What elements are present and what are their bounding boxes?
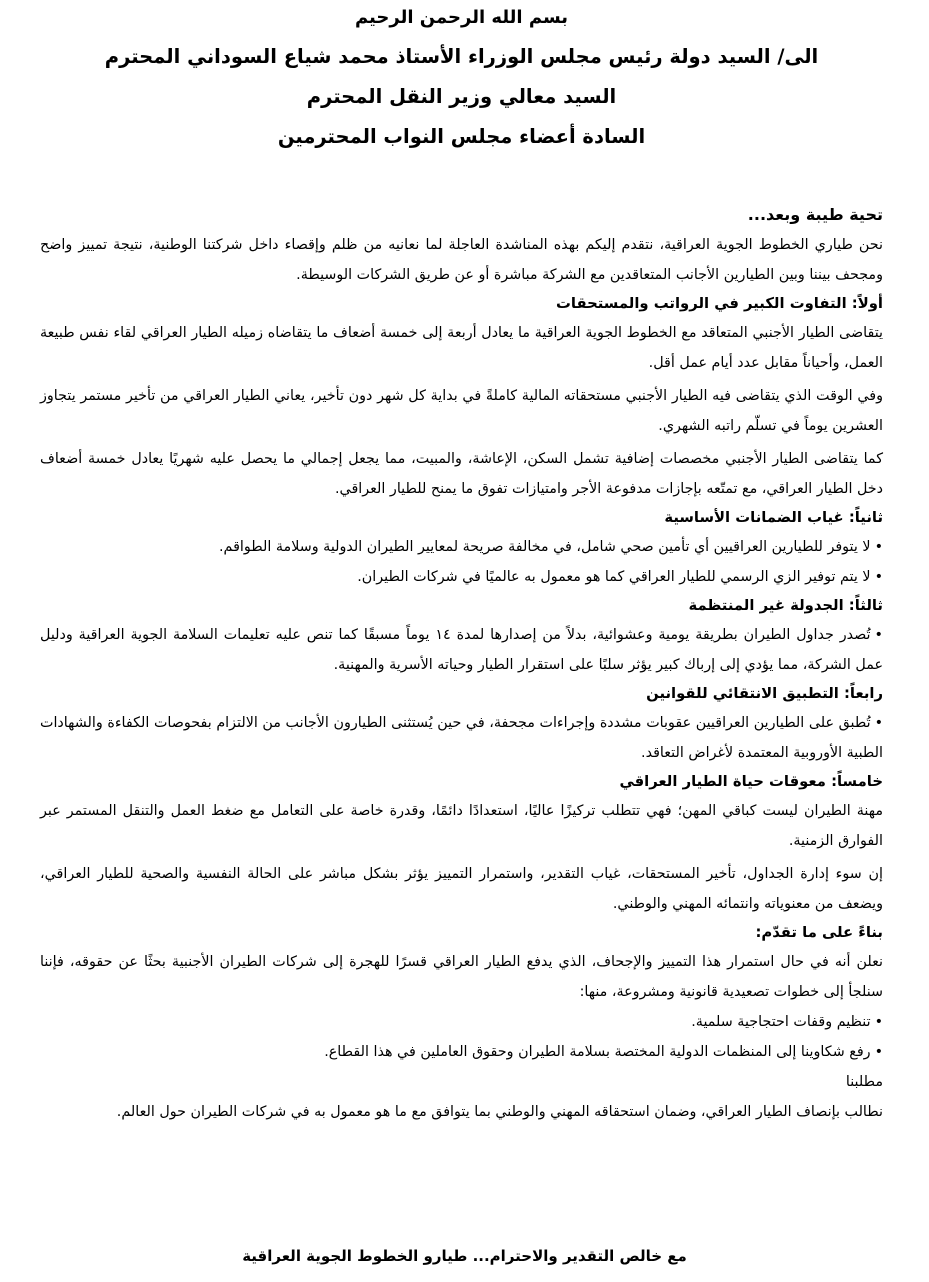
addressee-transport-minister: السيد معالي وزير النقل المحترم (306, 85, 617, 108)
bullet-icon: • (874, 627, 883, 643)
section-2-bullet-1 (40, 532, 883, 562)
section-6-bullet-2 (40, 1037, 883, 1067)
section-4-bullet-1 (40, 708, 883, 768)
bullet-text: لا يتوفر للطيارين العراقيين أي تأمين صحي شامل، في مخالفة صريحة لمعايير الطيران الدولية وسلامة الطواقم. (219, 539, 871, 555)
bullet-text: لا يتم توفير الزي الرسمي للطيار العراقي كما هو معمول به عالميًا في شركات الطيران. (357, 569, 871, 585)
section-6-title: بناءً على ما تقدّم: (755, 924, 883, 941)
section-3-bullet-1 (40, 620, 883, 680)
bullet-icon: • (874, 1044, 883, 1060)
bullet-text: تُطبق على الطيارين العراقيين عقوبات مشددة وإجراءات مجحفة، في حين يُستثنى الطيارون الأجانب من الالتزام بفحوصات الكفاءة والشهادات الطبية الأوروبية المعتمدة لأغراض التعاقد. (40, 715, 883, 761)
demand-label: مطلبنا (845, 1074, 883, 1090)
bullet-icon: • (874, 1014, 883, 1030)
section-2-title: ثانياً: غياب الضمانات الأساسية (664, 509, 883, 526)
demand-text: نطالب بإنصاف الطيار العراقي، وضمان استحقاقه المهني والوطني بما يتوافق مع ما هو معمول به في شركات الطيران حول العالم. (116, 1104, 883, 1120)
basmala: بسم الله الرحمن الرحيم (354, 7, 569, 28)
section-4-title: رابعاً: التطبيق الانتقائي للقوانين (646, 685, 883, 702)
section-1-paragraph-1: يتقاضى الطيار الأجنبي المتعاقد مع الخطوط الجوية العراقية ما يعادل أربعة إلى خمسة أضعاف ما يتقاضاه زميله الطيار العراقي لقاء نفس طبيعة العمل، وأحياناً مقابل عدد أيام عمل أقل. (40, 325, 883, 371)
bullet-icon: • (874, 539, 883, 555)
section-5-paragraph-2: إن سوء إدارة الجداول، تأخير المستحقات، غياب التقدير، واستمرار التمييز يؤثر بشكل مباشر على الحالة النفسية والصحية للطيار العراقي، ويضعف من معنوياته وانتمائه المهني والوطني. (40, 866, 883, 912)
section-1-title: أولاً: التفاوت الكبير في الرواتب والمستحقات (556, 295, 883, 312)
addressee-prime-minister: الى/ السيد دولة رئيس مجلس الوزراء الأستاذ محمد شياع السوداني المحترم (104, 45, 819, 68)
closing-signature: مع خالص التقدير والاحترام... طيارو الخطوط الجوية العراقية (242, 1247, 687, 1265)
greeting: تحية طيبة وبعد... (747, 205, 883, 224)
intro-paragraph: نحن طياري الخطوط الجوية العراقية، نتقدم إليكم بهذه المناشدة العاجلة لما نعانيه من ظلم وإقصاء داخل شركتنا الوطنية، نتيجة تمييز واضح ومجحف بيننا وبين الطيارين الأجانب المتعاقدين مع الشركة مباشرة أو عن طريق الشركات الوسيطة. (40, 237, 883, 283)
addressee-parliament: السادة أعضاء مجلس النواب المحترمين (277, 125, 646, 148)
section-1-paragraph-2: وفي الوقت الذي يتقاضى فيه الطيار الأجنبي مستحقاته المالية كاملةً في بداية كل شهر دون تأخير، يعاني الطيار العراقي من تأخير مستمر يتجاوز العشرين يوماً في تسلّم راتبه الشهري. (40, 388, 883, 434)
letter-page (0, 2, 929, 1282)
bullet-icon: • (874, 715, 883, 731)
bullet-text: تُصدر جداول الطيران بطريقة يومية وعشوائية، بدلاً من إصدارها لمدة ١٤ يوماً مسبقًا كما تنص عليه تعليمات السلامة الجوية العراقية ودليل عمل الشركة، مما يؤدي إلى إرباك كبير يؤثر سلبًا على استقرار الطيار وحياته الأسرية والمهنية. (40, 627, 883, 673)
section-5-paragraph-1: مهنة الطيران ليست كباقي المهن؛ فهي تتطلب تركيزًا عاليًا، استعدادًا دائمًا، وقدرة خاصة على التعامل مع ضغط العمل والتنقل المستمر عبر الفوارق الزمنية. (40, 803, 883, 849)
section-5-title: خامساً: معوقات حياة الطيار العراقي (619, 773, 883, 790)
section-2-bullet-2 (40, 562, 883, 592)
section-1-paragraph-3: كما يتقاضى الطيار الأجنبي مخصصات إضافية تشمل السكن، الإعاشة، والمبيت، مما يجعل إجمالي ما يحصل عليه شهريًا يعادل خمسة أضعاف دخل الطيار العراقي، مع تمتّعه بإجازات مدفوعة الأجر وامتيازات تفوق ما يمنح للطيار العراقي. (40, 451, 883, 497)
bullet-icon: • (874, 569, 883, 585)
bullet-text: تنظيم وقفات احتجاجية سلمية. (691, 1014, 871, 1030)
section-6-bullet-1 (40, 1007, 883, 1037)
section-3-title: ثالثاً: الجدولة غير المنتظمة (688, 597, 883, 614)
section-6-paragraph-1: نعلن أنه في حال استمرار هذا التمييز والإجحاف، الذي يدفع الطيار العراقي قسرًا للهجرة إلى شركات الطيران الأجنبية بحثًا عن حقوقه، فإننا سنلجأ إلى خطوات تصعيدية قانونية ومشروعة، منها: (40, 954, 883, 1000)
bullet-text: رفع شكاوينا إلى المنظمات الدولية المختصة بسلامة الطيران وحقوق العاملين في هذا القطاع. (324, 1044, 871, 1060)
